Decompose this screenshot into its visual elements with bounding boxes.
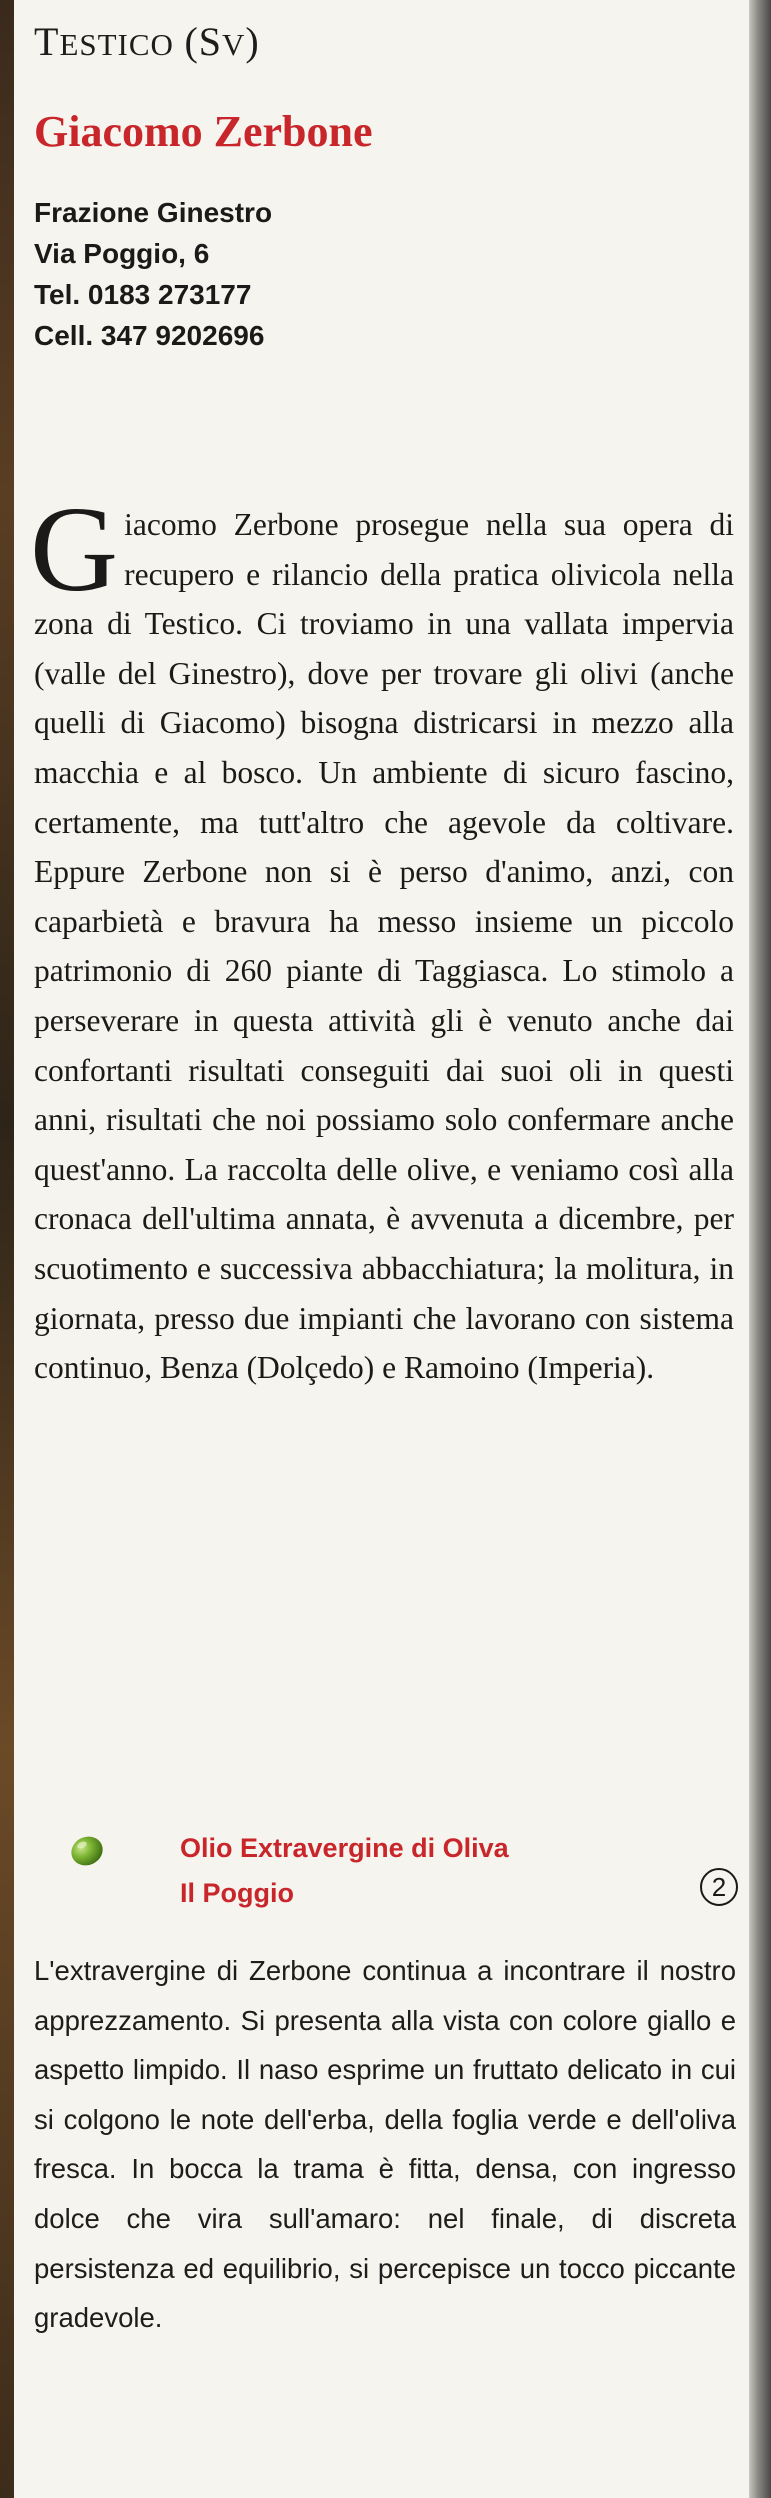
right-page-edge bbox=[749, 0, 771, 2498]
description-text: iacomo Zerbone prosegue nella sua opera di recupero e rilancio della pratica olivicola nella zona di Testico. Ci troviamo in una vallata impervia (valle del Ginestro), dove per trovare gli olivi (anche quelli di Giacomo) bisogna districarsi in mezzo alla macchia e al bosco. Un ambiente di sicuro fascino, certamente, ma tutt'altro che agevole da coltivare. Eppure Zerbone non si è perso d'animo, anzi, con caparbietà e bravura ha messo insieme un piccolo patrimonio di 260 piante di Taggiasca. Lo stimolo a perseverare in questa attività gli è venuto anche dai confortanti risultati conseguiti dai suoi oli in questi anni, risultati che noi possiamo solo confermare anche quest'anno. La raccolta delle olive, e veniamo così alla cronaca dell'ultima annata, è avvenuta a dicembre, per scuotimento e successiva abbacchiatura; la molitura, in giornata, presso due impianti che lavorano con sistema continuo, Benza (Dolçedo) e Ramoino (Imperia). bbox=[34, 507, 734, 1386]
producer-name: Giacomo Zerbone bbox=[34, 107, 373, 156]
phone-number: Tel. 0183 273177 bbox=[34, 279, 252, 310]
address-street: Via Poggio, 6 bbox=[34, 238, 210, 269]
product-name: Il Poggio bbox=[180, 1878, 294, 1908]
rating-badge: 2 bbox=[700, 1868, 738, 1906]
guide-page bbox=[14, 0, 749, 2498]
address-line: Frazione Ginestro bbox=[34, 197, 273, 228]
mobile-number: Cell. 347 9202696 bbox=[34, 320, 265, 351]
tasting-note: L'extravergine di Zerbone continua a incontrare il nostro apprezzamento. Si presenta alla vista con colore giallo e aspetto limpido. Il naso esprime un fruttato delicato in cui si colgono le note dell'erba, della foglia verde e dell'oliva fresca. In bocca la trama è fitta, densa, con ingresso dolce che vira sull'amaro: nel finale, di discreta persistenza ed equilibrio, si percepisce un tocco piccante gradevole. bbox=[34, 1955, 736, 2334]
producer-address bbox=[34, 192, 272, 356]
product-title bbox=[180, 1826, 509, 1916]
drop-cap: G bbox=[30, 482, 119, 617]
olive-icon bbox=[68, 1834, 106, 1868]
product-type: Olio Extravergine di Oliva bbox=[180, 1833, 509, 1863]
producer-description bbox=[30, 482, 734, 1393]
location-heading: TESTICO (SV) bbox=[34, 19, 260, 64]
left-photo-edge bbox=[0, 0, 14, 2498]
